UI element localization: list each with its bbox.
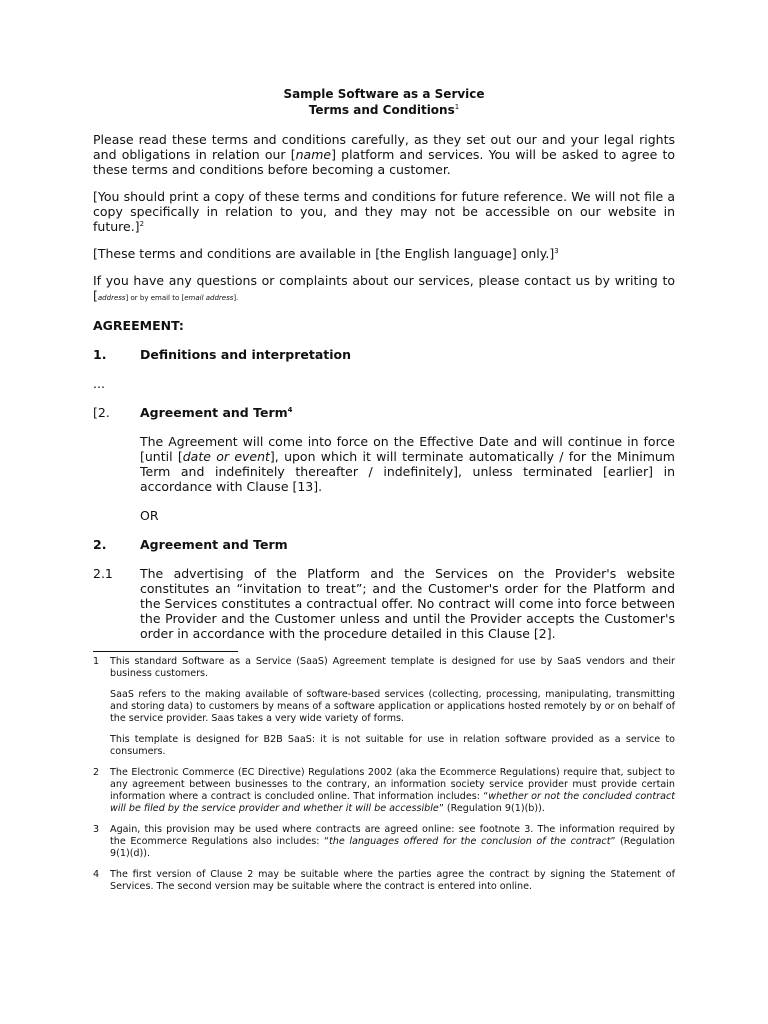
footnote-1-para-1: This standard Software as a Service (SaaS) Agreement template is designed for use by SaaS vendors and their business customers.: [110, 656, 675, 679]
ellipsis: ...: [93, 376, 105, 391]
footnote-ref-2[interactable]: 2: [139, 219, 145, 228]
intro-p1-text-b: ] platform and services. You will be asked to agree to these terms and conditions before becoming a customer.: [93, 147, 676, 177]
address-placeholder: address: [97, 294, 126, 302]
intro-paragraph-4: [93, 273, 675, 306]
footnote-1: [93, 656, 675, 680]
intro-p1-text-a: Please read these terms and conditions carefully, as they set out our and your legal rights and obligations in relation our [: [93, 132, 675, 162]
or-separator: OR: [140, 508, 159, 523]
document-title: [93, 86, 675, 118]
section-1-heading: [93, 347, 675, 362]
footnote-2-text-b: ” (Regulation 9(1)(b)).: [438, 803, 545, 814]
contact-details-placeholder: [98, 294, 238, 302]
footnote-2-quote: whether or not the concluded contract will be filed by the service provider and whether it will be accessible: [110, 791, 675, 814]
title-line-1: Sample Software as a Service: [283, 87, 485, 101]
footnote-3-text-a: Again, this provision may be used where contracts are agreed online: see footnote 3. The information required by the Ecommerce Regulations also includes: “: [110, 824, 675, 847]
footnote-3-text-b: ” (Regulation 9(1)(d)).: [110, 836, 675, 859]
footnote-ref-4[interactable]: 4: [287, 405, 293, 414]
footnote-2-number: 2: [93, 767, 100, 778]
footnote-4-text: The first version of Clause 2 may be suitable where the parties agree the contract by signing the Statement of Services. The second version may be suitable where the contract is entered into online.: [110, 869, 675, 892]
intro-p4-text: If you have any questions or complaints about our services, please contact us by writing to [: [93, 273, 675, 303]
footnote-3-text: [110, 824, 675, 860]
intro-paragraph-1: [93, 132, 675, 177]
contact-text-end: ].: [233, 294, 239, 302]
section-2a-heading: [93, 405, 675, 420]
section-2a-title-wrap: [140, 405, 675, 420]
section-2a-number: [2.: [93, 405, 110, 420]
footnote-2-text-a: The Electronic Commerce (EC Directive) Regulations 2002 (aka the Ecommerce Regulations) require that, subject to any agreement between businesses to the contrary, an information society service provider must provide certain information where a contract is concluded online. That information includes: “: [110, 767, 675, 802]
contact-text: ] or by email to [: [125, 294, 185, 302]
date-or-event-placeholder: date or event: [182, 449, 270, 464]
intro-p2-text: [You should print a copy of these terms and conditions for future reference. We will not file a copy specifically in relation to you, and they may not be accessible on our website in future.]: [93, 189, 675, 234]
clause-2-1: [93, 566, 675, 641]
section-2a-title: Agreement and Term: [140, 405, 288, 420]
footnote-4-number: 4: [93, 869, 100, 880]
section-2a-text: [140, 434, 675, 494]
footnote-ref-3[interactable]: 3: [554, 246, 559, 255]
intro-paragraph-3: [93, 246, 675, 261]
clause-2-1-text: The advertising of the Platform and the Services on the Provider's website constitutes an “invitation to treat”; and the Customer's order for the Platform and the Services constitutes a contractual offer. No contract will come into force between the Provider and the Customer unless and until the Provider accepts the Customer's order in accordance with the procedure detailed in this Clause [2].: [140, 566, 675, 641]
footnote-4: [93, 869, 675, 893]
section-2b-title: Agreement and Term: [140, 537, 288, 552]
footnote-3-number: 3: [93, 824, 100, 835]
intro-p1-name-placeholder: name: [295, 147, 332, 162]
section-2a-text-a: The Agreement will come into force on the Effective Date and will continue in force [until [: [140, 434, 675, 464]
agreement-heading: AGREEMENT:: [93, 318, 184, 333]
title-line-2-text: Terms and Conditions: [308, 103, 455, 117]
footnote-2: [93, 767, 675, 815]
footnote-3-quote: the languages offered for the conclusion of the contract: [329, 836, 611, 847]
section-2b-heading: [93, 537, 675, 552]
section-2a-text-b: ], upon which it will terminate automatically / for the Minimum Term and indefinitely thereafter / indefinitely], unless terminated [earlier] in accordance with Clause [13].: [140, 449, 675, 494]
section-1-title: Definitions and interpretation: [140, 347, 352, 362]
section-2b-number: 2.: [93, 537, 107, 552]
intro-p3-text: [These terms and conditions are available in [the English language] only.]: [93, 246, 555, 261]
footnote-ref-1[interactable]: 1: [454, 103, 460, 111]
section-1-number: 1.: [93, 347, 107, 362]
footnote-2-text: [110, 767, 675, 815]
footnote-1-number: 1: [93, 656, 100, 667]
footnote-1-para-2: SaaS refers to the making available of software-based services (collecting, processing, manipulating, transmitting and storing data) to customers by means of a software application or applications hosted remotely by or on behalf of the service provider. Saas takes a very wide variety of forms.: [110, 689, 675, 724]
intro-paragraph-2: [93, 189, 675, 234]
footnote-3: [93, 824, 675, 860]
title-line-2: [93, 102, 675, 118]
clause-2-1-number: 2.1: [93, 566, 113, 581]
document-page: [93, 86, 675, 893]
footnote-separator: [93, 651, 238, 652]
email-placeholder: email address: [184, 294, 234, 302]
footnote-1-para-3: This template is designed for B2B SaaS: it is not suitable for use in relation software provided as a service to consumers.: [110, 734, 675, 757]
